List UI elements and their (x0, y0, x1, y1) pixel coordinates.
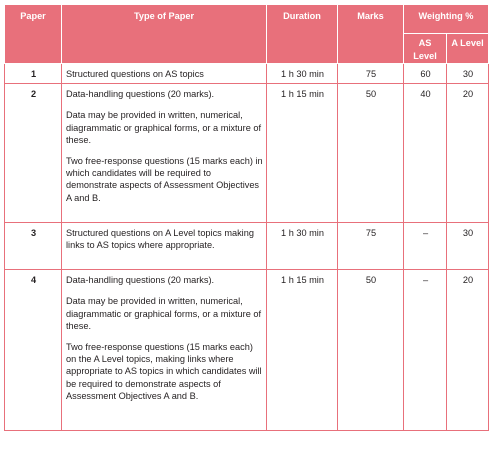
paper-type (62, 64, 267, 84)
table-row (5, 64, 489, 84)
weighting-as-level: – (404, 223, 447, 270)
weighting-a-level: 30 (447, 223, 489, 270)
paper-type (62, 270, 267, 431)
paper-type (62, 84, 267, 223)
table-row (5, 223, 489, 270)
weighting-as-level: – (404, 270, 447, 431)
header-duration: Duration (267, 5, 338, 64)
table-body (5, 64, 489, 431)
paper-type (62, 223, 267, 270)
header-marks: Marks (338, 5, 404, 64)
paper-marks: 75 (338, 223, 404, 270)
table-row (5, 84, 489, 223)
paper-type-paragraph: Data-handling questions (20 marks). (66, 275, 215, 286)
weighting-a-level: 20 (447, 270, 489, 431)
paper-duration: 1 h 30 min (267, 223, 338, 270)
paper-duration: 1 h 15 min (267, 270, 338, 431)
paper-number: 2 (5, 84, 62, 223)
paper-type-paragraph: Data may be provided in written, numerical, diagrammatic or graphical forms, or a mixture of these. (66, 110, 262, 145)
table-header (5, 5, 489, 64)
header-as-level: AS Level (404, 34, 447, 64)
header-type-of-paper: Type of Paper (62, 5, 267, 64)
paper-type-paragraph: Data-handling questions (20 marks). (66, 89, 215, 100)
header-weighting: Weighting % (404, 5, 489, 34)
paper-number: 4 (5, 270, 62, 431)
paper-type-paragraph: Structured questions on AS topics (66, 69, 204, 79)
paper-type-paragraph: Structured questions on A Level topics making links to AS topics where appropriate. (66, 228, 254, 251)
paper-structure-table (4, 4, 489, 431)
weighting-a-level: 30 (447, 64, 489, 84)
paper-type-paragraph: Data may be provided in written, numerical, diagrammatic or graphical forms, or a mixture of these. (66, 296, 262, 331)
paper-duration: 1 h 30 min (267, 64, 338, 84)
paper-type-paragraph: Two free-response questions (15 marks each) on the A Level topics, making links where appropriate to AS topics in which candidates will be required to demonstrate aspects of Assessment Objectives A and B. (66, 342, 262, 401)
paper-marks: 50 (338, 84, 404, 223)
header-a-level: A Level (447, 34, 489, 64)
paper-duration: 1 h 15 min (267, 84, 338, 223)
paper-number: 1 (5, 64, 62, 84)
paper-marks: 50 (338, 270, 404, 431)
weighting-as-level: 40 (404, 84, 447, 223)
paper-type-paragraph: Two free-response questions (15 marks each) in which candidates will be required to demonstrate aspects of Assessment Objectives A and B. (66, 156, 263, 203)
table-row (5, 270, 489, 431)
weighting-a-level: 20 (447, 84, 489, 223)
weighting-as-level: 60 (404, 64, 447, 84)
paper-number: 3 (5, 223, 62, 270)
paper-marks: 75 (338, 64, 404, 84)
header-paper: Paper (5, 5, 62, 64)
